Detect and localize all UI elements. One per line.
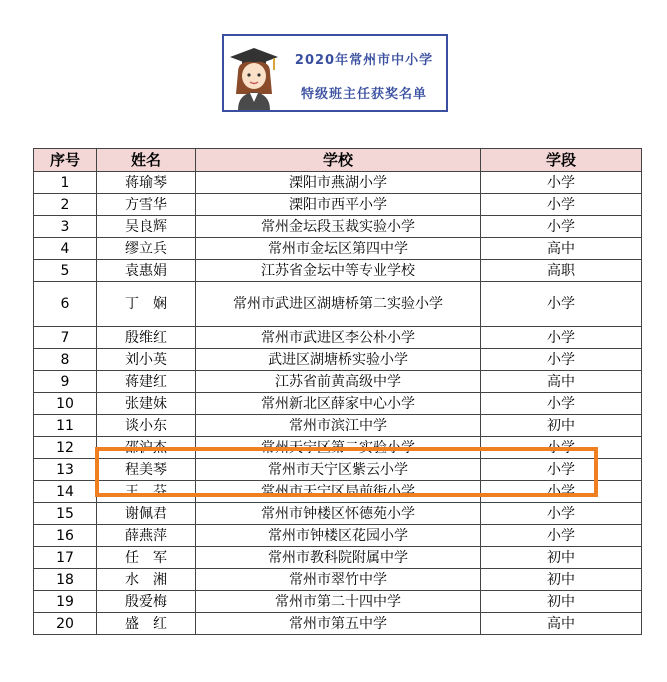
cell-level: 初中 xyxy=(481,591,642,613)
header-name: 姓名 xyxy=(97,149,196,172)
cell-index: 5 xyxy=(34,260,97,282)
table-row xyxy=(34,238,642,260)
cell-school: 常州市武进区湖塘桥第二实验小学 xyxy=(196,282,481,327)
cell-school: 常州市武进区李公朴小学 xyxy=(196,327,481,349)
cell-index: 10 xyxy=(34,393,97,415)
table-row xyxy=(34,525,642,547)
cell-school: 常州市滨江中学 xyxy=(196,415,481,437)
cell-index: 4 xyxy=(34,238,97,260)
cell-school: 常州市钟楼区怀德苑小学 xyxy=(196,503,481,525)
cell-level: 初中 xyxy=(481,415,642,437)
cell-index: 12 xyxy=(34,437,97,459)
cell-school: 常州市教科院附属中学 xyxy=(196,547,481,569)
table-row xyxy=(34,547,642,569)
cell-name: 刘小英 xyxy=(97,349,196,371)
award-table xyxy=(33,148,642,635)
cell-level: 初中 xyxy=(481,547,642,569)
cell-school: 常州市金坛区第四中学 xyxy=(196,238,481,260)
cell-index: 3 xyxy=(34,216,97,238)
cell-level: 高中 xyxy=(481,238,642,260)
cell-school: 江苏省前黄高级中学 xyxy=(196,371,481,393)
cell-index: 19 xyxy=(34,591,97,613)
cell-level: 小学 xyxy=(481,393,642,415)
cell-school: 常州市第五中学 xyxy=(196,613,481,635)
cell-index: 14 xyxy=(34,481,97,503)
cell-school: 常州市天宁区紫云小学 xyxy=(196,459,481,481)
cell-level: 小学 xyxy=(481,437,642,459)
table-row xyxy=(34,260,642,282)
table-row xyxy=(34,282,642,327)
cell-index: 2 xyxy=(34,194,97,216)
cell-index: 18 xyxy=(34,569,97,591)
cell-name: 缪立兵 xyxy=(97,238,196,260)
header-level: 学段 xyxy=(481,149,642,172)
cell-level: 高中 xyxy=(481,371,642,393)
table-row xyxy=(34,569,642,591)
cell-level: 小学 xyxy=(481,282,642,327)
table-row xyxy=(34,437,642,459)
cell-name: 张建妹 xyxy=(97,393,196,415)
cell-level: 小学 xyxy=(481,459,642,481)
cell-level: 小学 xyxy=(481,525,642,547)
cell-level: 小学 xyxy=(481,327,642,349)
banner-title-line2: 特级班主任获奖名单 xyxy=(300,87,427,102)
cell-name: 薛燕萍 xyxy=(97,525,196,547)
table-row xyxy=(34,349,642,371)
table-row xyxy=(34,371,642,393)
table-row xyxy=(34,216,642,238)
cell-name: 任 军 xyxy=(97,547,196,569)
table-row xyxy=(34,172,642,194)
header-school: 学校 xyxy=(196,149,481,172)
table-row xyxy=(34,503,642,525)
table-row xyxy=(34,415,642,437)
cell-school: 常州市天宁区局前街小学 xyxy=(196,481,481,503)
cell-name: 水 湘 xyxy=(97,569,196,591)
cell-school: 常州市第二十四中学 xyxy=(196,591,481,613)
cell-index: 11 xyxy=(34,415,97,437)
table-row xyxy=(34,393,642,415)
cell-level: 小学 xyxy=(481,194,642,216)
cell-school: 江苏省金坛中等专业学校 xyxy=(196,260,481,282)
cell-name: 吴良辉 xyxy=(97,216,196,238)
cell-school: 常州市翠竹中学 xyxy=(196,569,481,591)
graduate-girl-icon xyxy=(228,46,280,110)
cell-name: 丁 娴 xyxy=(97,282,196,327)
cell-index: 15 xyxy=(34,503,97,525)
table-row xyxy=(34,327,642,349)
cell-school: 常州金坛段玉裁实验小学 xyxy=(196,216,481,238)
cell-name: 谈小东 xyxy=(97,415,196,437)
cell-index: 17 xyxy=(34,547,97,569)
banner-title-line1: 2020年常州市中小学 xyxy=(294,53,434,68)
title-banner xyxy=(222,34,448,112)
cell-level: 小学 xyxy=(481,172,642,194)
cell-name: 蒋建红 xyxy=(97,371,196,393)
cell-index: 1 xyxy=(34,172,97,194)
cell-school: 溧阳市西平小学 xyxy=(196,194,481,216)
cell-name: 袁惠娟 xyxy=(97,260,196,282)
table-row xyxy=(34,481,642,503)
cell-index: 7 xyxy=(34,327,97,349)
cell-level: 高中 xyxy=(481,613,642,635)
cell-name: 蒋瑜琴 xyxy=(97,172,196,194)
cell-level: 高职 xyxy=(481,260,642,282)
cell-level: 小学 xyxy=(481,503,642,525)
cell-name: 殷爱梅 xyxy=(97,591,196,613)
cell-school: 武进区湖塘桥实验小学 xyxy=(196,349,481,371)
cell-index: 6 xyxy=(34,282,97,327)
cell-index: 9 xyxy=(34,371,97,393)
table-row xyxy=(34,613,642,635)
cell-level: 小学 xyxy=(481,349,642,371)
cell-name: 邵沪杰 xyxy=(97,437,196,459)
cell-index: 20 xyxy=(34,613,97,635)
cell-name: 方雪华 xyxy=(97,194,196,216)
cell-level: 初中 xyxy=(481,569,642,591)
cell-level: 小学 xyxy=(481,216,642,238)
cell-name: 王 芬 xyxy=(97,481,196,503)
table-row xyxy=(34,459,642,481)
cell-level: 小学 xyxy=(481,481,642,503)
header-index: 序号 xyxy=(34,149,97,172)
cell-name: 谢佩君 xyxy=(97,503,196,525)
cell-name: 程美琴 xyxy=(97,459,196,481)
cell-school: 常州市钟楼区花园小学 xyxy=(196,525,481,547)
cell-index: 8 xyxy=(34,349,97,371)
table-row xyxy=(34,194,642,216)
table-row xyxy=(34,591,642,613)
cell-school: 常州新北区薛家中心小学 xyxy=(196,393,481,415)
cell-index: 13 xyxy=(34,459,97,481)
cell-index: 16 xyxy=(34,525,97,547)
cell-name: 殷维红 xyxy=(97,327,196,349)
cell-school: 溧阳市燕湖小学 xyxy=(196,172,481,194)
table-header-row xyxy=(34,149,642,172)
cell-school: 常州天宁区第二实验小学 xyxy=(196,437,481,459)
cell-name: 盛 红 xyxy=(97,613,196,635)
